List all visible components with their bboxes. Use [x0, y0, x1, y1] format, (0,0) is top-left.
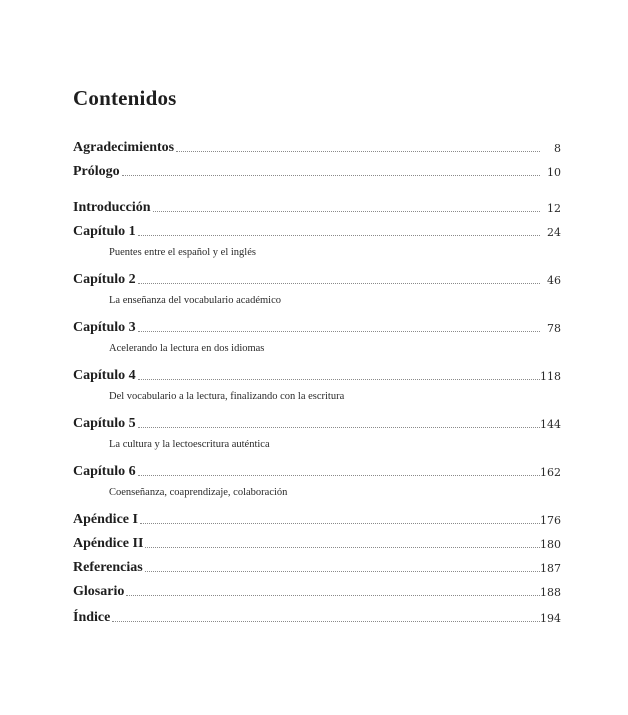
toc-entry-introduccion[interactable]: [73, 196, 561, 216]
toc-chapter-subtitle: Del vocabulario a la lectura, finalizando con la escritura: [109, 391, 345, 402]
toc-entry-label: Capítulo 1: [73, 224, 136, 239]
toc-entry-label: Capítulo 5: [73, 416, 136, 431]
toc-entry-capitulo-4[interactable]: [73, 364, 561, 384]
toc-entry-apendice-2[interactable]: [73, 532, 561, 552]
toc-page-number: 10: [547, 166, 561, 179]
dot-leader: [176, 151, 540, 152]
toc-entry-label: Capítulo 6: [73, 464, 136, 479]
dot-leader: [122, 175, 540, 176]
toc-entry-label: Referencias: [73, 560, 143, 575]
toc-chapter-subtitle: Puentes entre el español y el inglés: [109, 247, 256, 258]
toc-chapter-subtitle: La enseñanza del vocabulario académico: [109, 295, 281, 306]
toc-entry-label: Introducción: [73, 200, 151, 215]
dot-leader: [126, 595, 540, 596]
dot-leader: [138, 235, 540, 236]
toc-entry-label: Índice: [73, 610, 111, 625]
toc-page-number: 162: [540, 466, 561, 479]
toc-entry-capitulo-3[interactable]: [73, 316, 561, 336]
dot-leader: [140, 523, 540, 524]
toc-page-number: 78: [547, 322, 561, 335]
dot-leader: [145, 571, 540, 572]
toc-entry-label: Glosario: [73, 584, 125, 599]
dot-leader: [138, 427, 540, 428]
toc-entry-glosario[interactable]: [73, 580, 561, 600]
toc-entry-label: Capítulo 3: [73, 320, 136, 335]
toc-entry-label: Prólogo: [73, 164, 120, 179]
toc-entry-label: Capítulo 2: [73, 272, 136, 287]
dot-leader: [138, 475, 540, 476]
toc-entry-apendice-1[interactable]: [73, 508, 561, 528]
toc-chapter-subtitle: Coenseñanza, coaprendizaje, colaboración: [109, 487, 288, 498]
toc-page-number: 180: [540, 538, 561, 551]
dot-leader: [138, 379, 540, 380]
dot-leader: [145, 547, 540, 548]
toc-page-number: 118: [540, 370, 561, 383]
toc-page-number: 144: [540, 418, 561, 431]
toc-page-number: 8: [554, 142, 561, 155]
toc-entry-label: Apéndice I: [73, 512, 138, 527]
toc-page-number: 24: [547, 226, 561, 239]
toc-entry-prologo[interactable]: [73, 160, 561, 180]
toc-page-number: 12: [547, 202, 561, 215]
toc-entry-referencias[interactable]: [73, 556, 561, 576]
toc-page-number: 188: [540, 586, 561, 599]
dot-leader: [153, 211, 540, 212]
toc-entry-capitulo-1[interactable]: [73, 220, 561, 240]
toc-page-number: 187: [540, 562, 561, 575]
toc-entry-label: Capítulo 4: [73, 368, 136, 383]
toc-entry-indice[interactable]: [73, 606, 561, 626]
dot-leader: [112, 621, 540, 622]
page-title: Contenidos: [73, 86, 177, 110]
toc-entry-capitulo-5[interactable]: [73, 412, 561, 432]
dot-leader: [138, 331, 540, 332]
toc-entry-label: Apéndice II: [73, 536, 144, 551]
toc-page-number: 46: [547, 274, 561, 287]
toc-page-number: 194: [540, 612, 561, 625]
dot-leader: [138, 283, 540, 284]
toc-entry-label: Agradecimientos: [73, 140, 175, 155]
toc-entry-agradecimientos[interactable]: [73, 136, 561, 156]
toc-chapter-subtitle: La cultura y la lectoescritura auténtica: [109, 439, 270, 450]
toc-chapter-subtitle: Acelerando la lectura en dos idiomas: [109, 343, 265, 354]
toc-page-number: 176: [540, 514, 561, 527]
toc-entry-capitulo-6[interactable]: [73, 460, 561, 480]
toc-entry-capitulo-2[interactable]: [73, 268, 561, 288]
